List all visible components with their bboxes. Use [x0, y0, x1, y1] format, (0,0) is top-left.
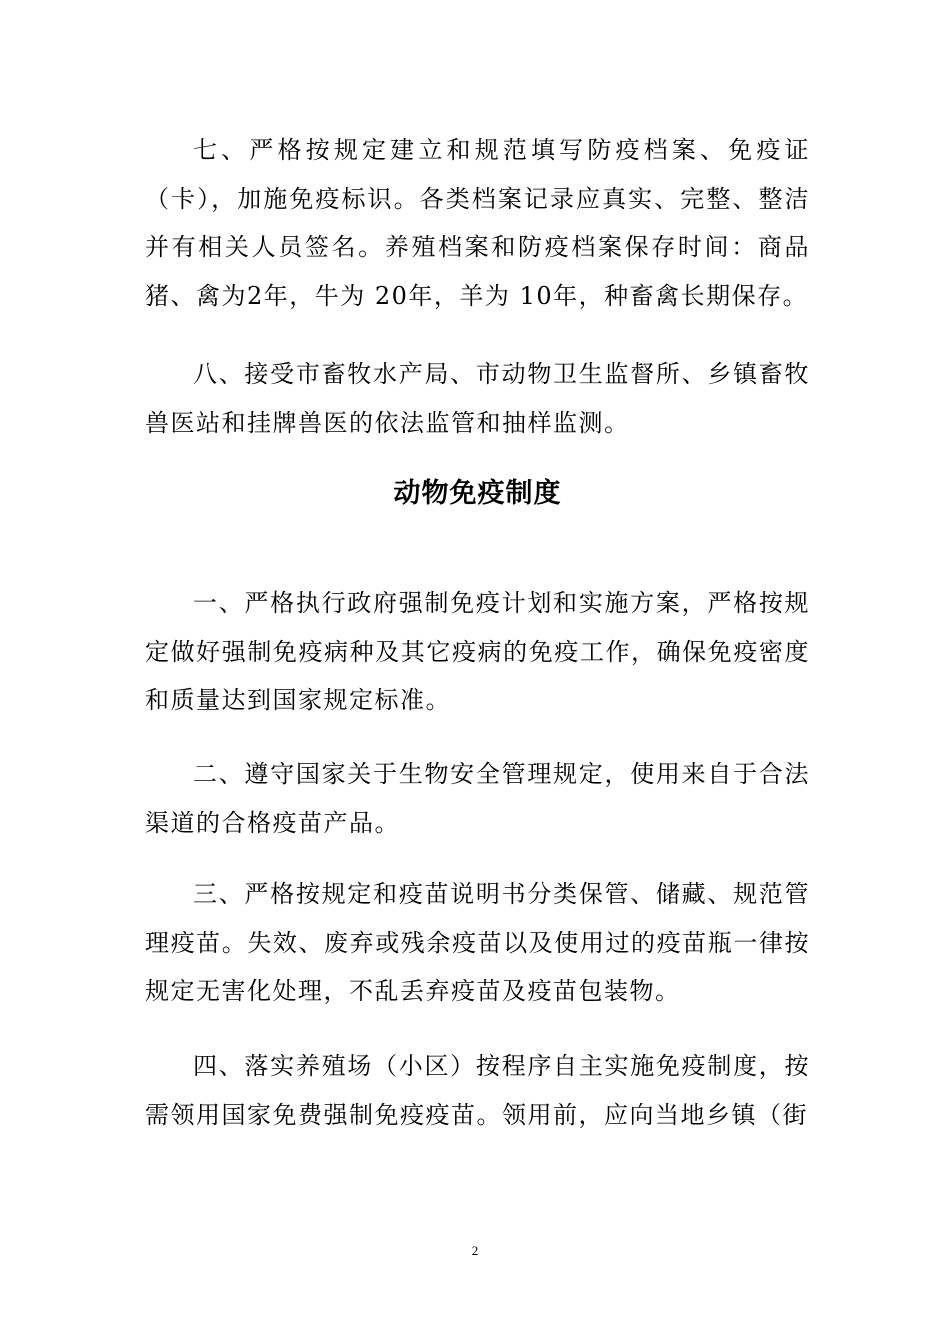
paragraph-one: 一、严格执行政府强制免疫计划和实施方案，严格按规定做好强制免疫病种及其它疫病的免疫工作，确保免疫密度和质量达到国家规定标准。: [145, 589, 810, 714]
paragraph-eight: 八、接受市畜牧水产局、市动物卫生监督所、乡镇畜牧兽医站和挂牌兽医的依法监管和抽样监测。: [145, 360, 810, 437]
paragraph-two: 二、遵守国家关于生物安全管理规定，使用来自于合法渠道的合格疫苗产品。: [145, 760, 810, 837]
paragraph-four: 四、落实养殖场（小区）按程序自主实施免疫制度，按需领用国家免费强制免疫疫苗。领用前，应向当地乡镇（街: [145, 1052, 810, 1129]
paragraph-three: 三、严格按规定和疫苗说明书分类保管、储藏、规范管理疫苗。失效、废弃或残余疫苗以及使用过的疫苗瓶一律按规定无害化处理，不乱丢弃疫苗及疫苗包装物。: [145, 880, 810, 1005]
section-title: 动物免疫制度: [393, 478, 562, 509]
page-number: 2: [471, 1243, 479, 1258]
paragraph-seven: 七、严格按规定建立和规范填写防疫档案、免疫证（卡），加施免疫标识。各类档案记录应真实、完整、整洁并有相关人员签名。养殖档案和防疫档案保存时间：商品猪、禽为2年，牛为 20年，羊为 10年，种畜禽长期保存。: [145, 136, 810, 310]
